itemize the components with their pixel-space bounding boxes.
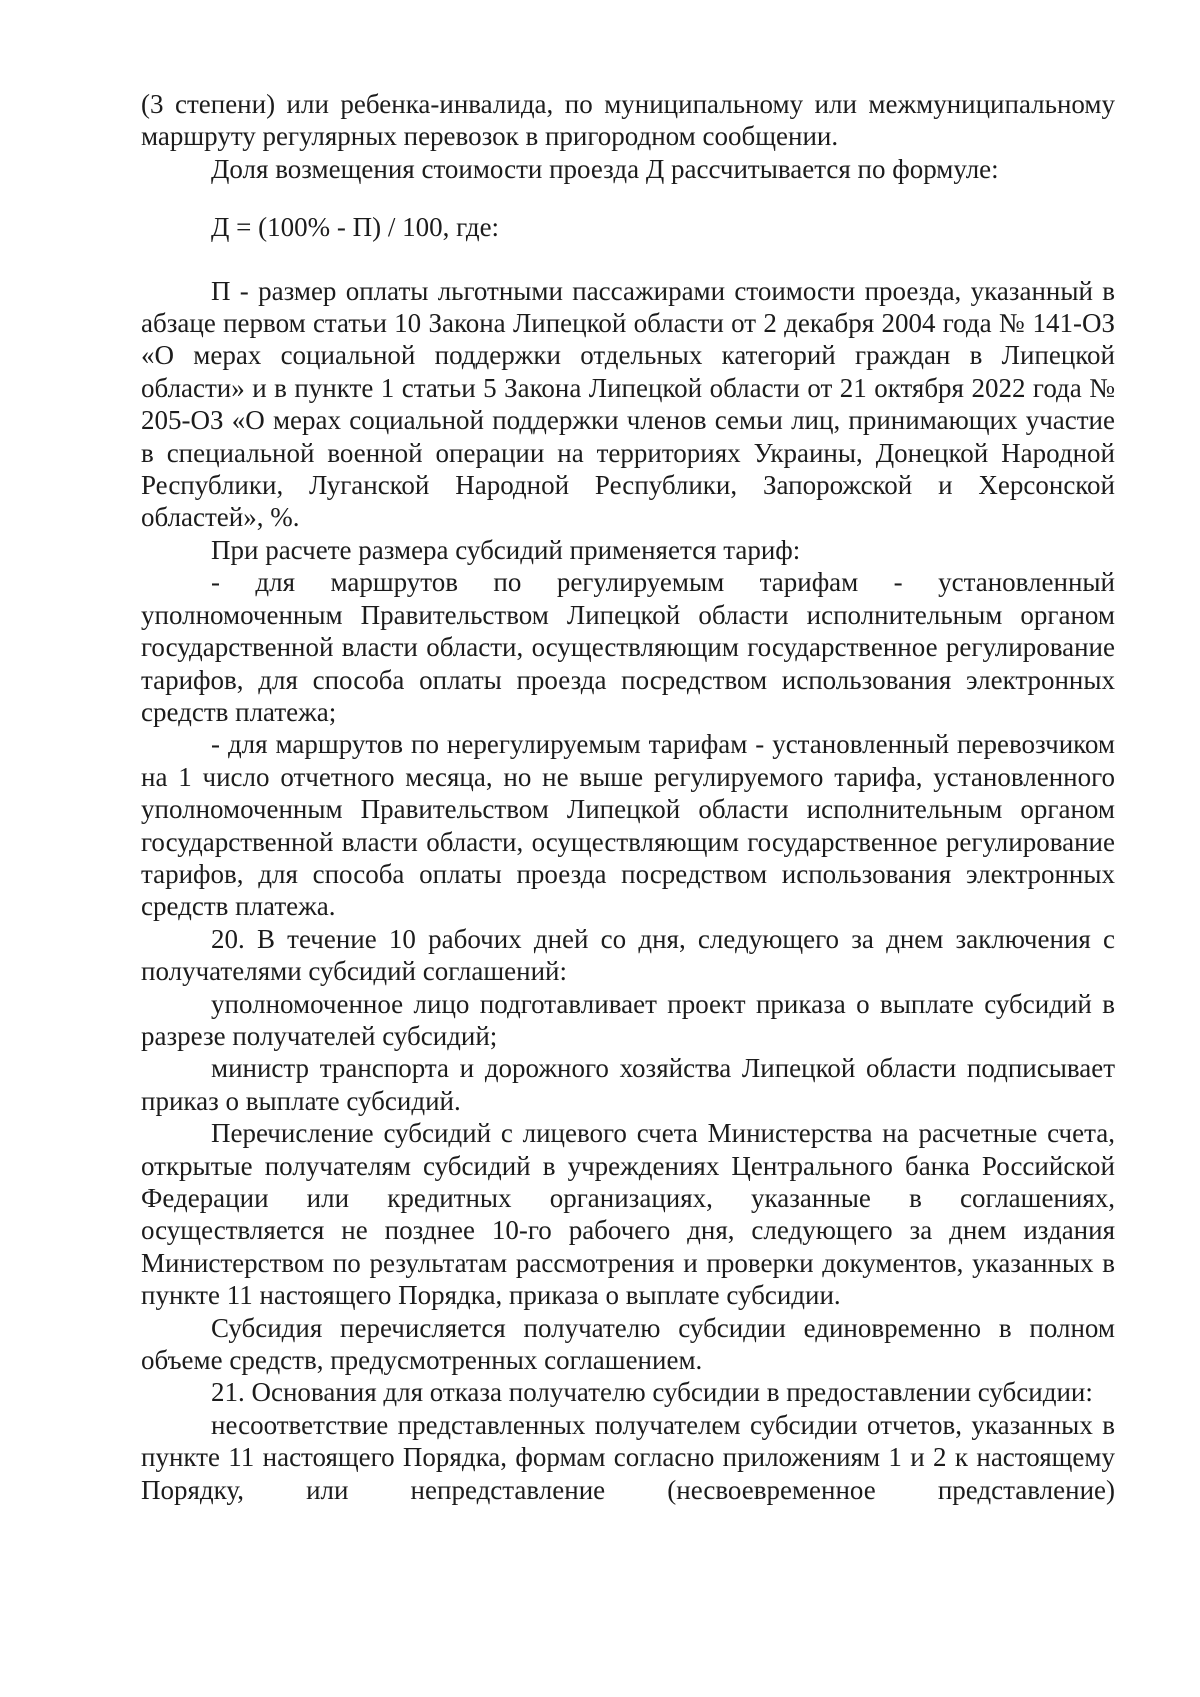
paragraph-regulated-tariff: - для маршрутов по регулируемым тарифам - установленный уполномоченным Правительством Липецкой области исполнительным органом государственной власти области, осуществляющим государственное регулирование тарифов, для способа оплаты проезда посредством использования электронных средств платежа;	[141, 567, 1115, 727]
paragraph-tariff-intro: При расчете размера субсидий применяется тариф:	[211, 534, 801, 565]
paragraph-definition-p: П - размер оплаты льготными пассажирами стоимости проезда, указанный в абзаце первом статьи 10 Закона Липецкой области от 2 декабря 2004 года № 141-ОЗ «О мерах социальной поддержки отдельных категорий граждан в Липецкой области» и в пункте 1 статьи 5 Закона Липецкой области от 21 октября 2022 года № 205-ОЗ «О мерах социальной поддержки членов семьи лиц, принимающих участие в специальной военной операции на территориях Украины, Донецкой Народной Республики, Луганской Народной Республики, Запорожской и Херсонской областей», %.	[141, 275, 1115, 533]
paragraph-order-signing: министр транспорта и дорожного хозяйства Липецкой области подписывает приказ о выплате субсидий.	[141, 1053, 1115, 1116]
paragraph-lump-sum: Субсидия перечисляется получателю субсидии единовременно в полном объеме средств, предусмотренных соглашением.	[141, 1312, 1115, 1376]
paragraph-item-20: 20. В течение 10 рабочих дней со дня, следующего за днем заключения с получателями субсидий соглашений:	[141, 923, 1115, 987]
paragraph-transfer-terms: Перечисление субсидий с лицевого счета Министерства на расчетные счета, открытые получателям субсидий в учреждениях Центрального банка Российской Федерации или кредитных организациях, указанные в соглашениях, осуществляется не позднее 10-го рабочего дня, следующего за днем издания Министерством по результатам рассмотрения и проверки документов, указанных в пункте 11 настоящего Порядка, приказа о выплате субсидии.	[141, 1118, 1115, 1311]
paragraph-continuation: (3 степени) или ребенка-инвалида, по муниципальному или межмуниципальному маршруту регулярных перевозок в пригородном сообщении.	[141, 89, 1115, 152]
paragraph-unregulated-tariff: - для маршрутов по нерегулируемым тарифам - установленный перевозчиком на 1 число отчетного месяца, но не выше регулируемого тарифа, установленного уполномоченным Правительством Липецкой области исполнительным органом государственной власти области, осуществляющим государственное регулирование тарифов, для способа оплаты проезда посредством использования электронных средств платежа.	[141, 729, 1115, 922]
document-body	[141, 88, 1115, 1506]
paragraph-refusal-grounds: несоответствие представленных получателем субсидии отчетов, указанных в пункте 11 настоящего Порядка, формам согласно приложениям 1 и 2 к настоящему Порядку, или непредставление (несвоевременное представление)	[141, 1409, 1115, 1505]
paragraph-formula-intro: Доля возмещения стоимости проезда Д рассчитывается по формуле:	[211, 153, 999, 184]
paragraph-order-draft: уполномоченное лицо подготавливает проект приказа о выплате субсидий в разрезе получателей субсидий;	[141, 988, 1115, 1051]
formula: Д = (100% - П) / 100, где:	[211, 212, 500, 243]
paragraph-item-21: 21. Основания для отказа получателю субсидии в предоставлении субсидии:	[211, 1377, 1093, 1408]
